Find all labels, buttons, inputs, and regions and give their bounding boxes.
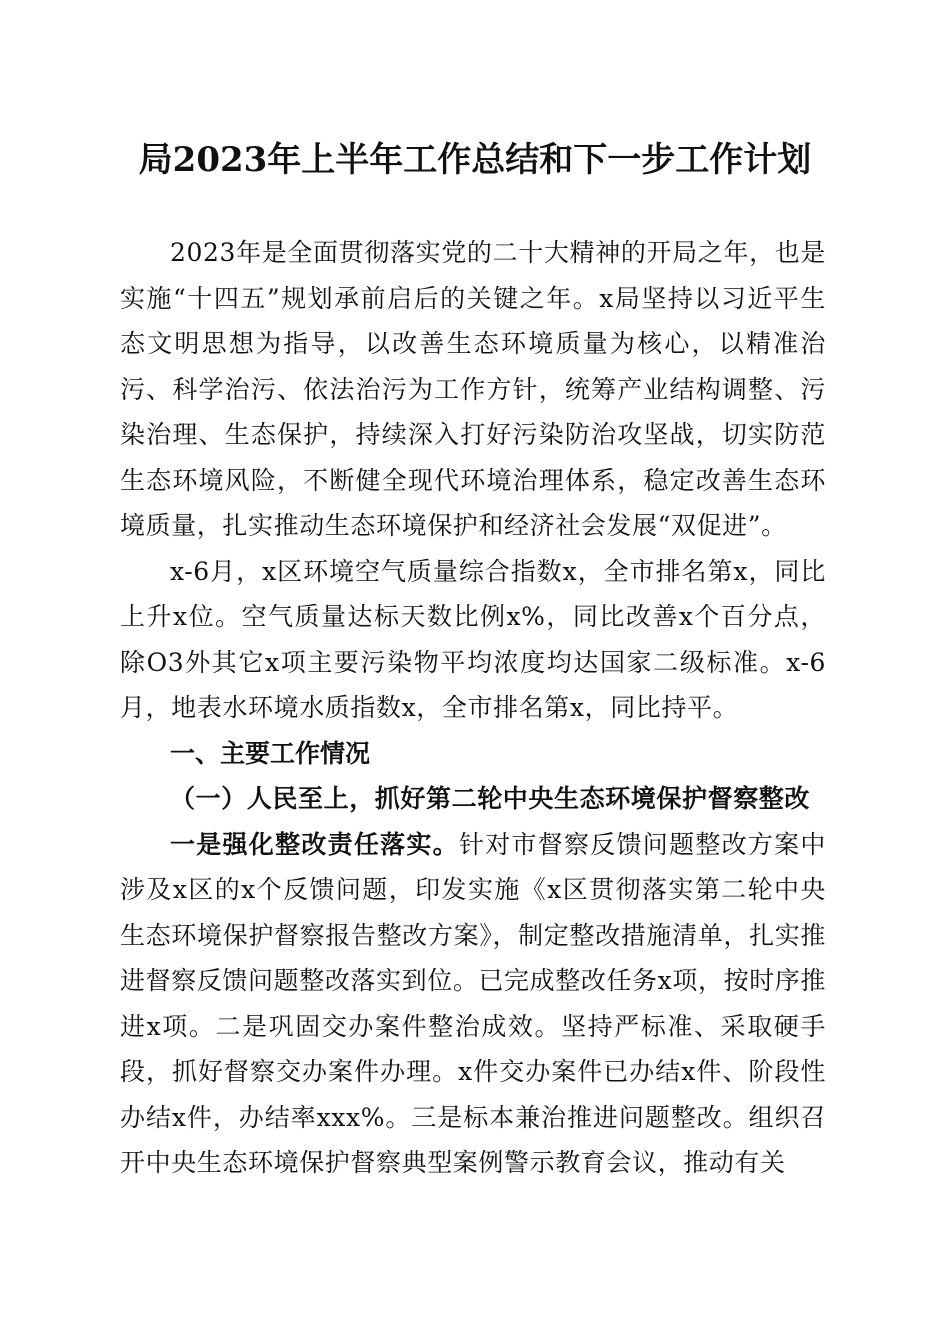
paragraph-lead-text: 一是强化整改责任落实。 [170, 829, 459, 859]
paragraph-body-text: 针对市督察反馈问题整改方案中涉及x区的x个反馈问题，印发实施《x区贯彻落实第二轮中央生态环境保护督察报告整改方案》，制定整改措施清单，扎实推进督察反馈问题整改落实到位。已完成整改任务x项，按时序推进x项。二是巩固交办案件整治成效。坚持严标准、采取硬手段，抓好督察交办案件办理。x件交办案件已办结x件、阶段性办结x件，办结率xxx%。三是标本兼治推进问题整改。组织召开中央生态环境保护督察典型案例警示教育会议，推动有关 [120, 829, 826, 1177]
intro-paragraph: 2023年是全面贯彻落实党的二十大精神的开局之年，也是实施“十四五”规划承前启后的关键之年。x局坚持以习近平生态文明思想为指导，以改善生态环境质量为核心，以精准治污、科学治污、依法治污为工作方针，统筹产业结构调整、污染治理、生态保护，持续深入打好污染防治攻坚战，切实防范生态环境风险，不断健全现代环境治理体系，稳定改善生态环境质量，扎实推动生态环境保护和经济社会发展“双促进”。 [120, 238, 826, 540]
statistics-paragraph: x-6月，x区环境空气质量综合指数x，全市排名第x，同比上升x位。空气质量达标天数比例x%，同比改善x个百分点，除O3外其它x项主要污染物平均浓度均达国家二级标准。x-6月，地表水环境水质指数x，全市排名第x，同比持平。 [120, 556, 826, 722]
section-heading: 一、主要工作情况 [170, 738, 371, 768]
document-body [120, 230, 826, 1186]
document-title: 局2023年上半年工作总结和下一步工作计划 [138, 140, 812, 180]
rectification-paragraph [120, 822, 826, 1186]
subsection-heading: （一）人民至上，抓好第二轮中央生态环境保护督察整改 [170, 784, 811, 813]
